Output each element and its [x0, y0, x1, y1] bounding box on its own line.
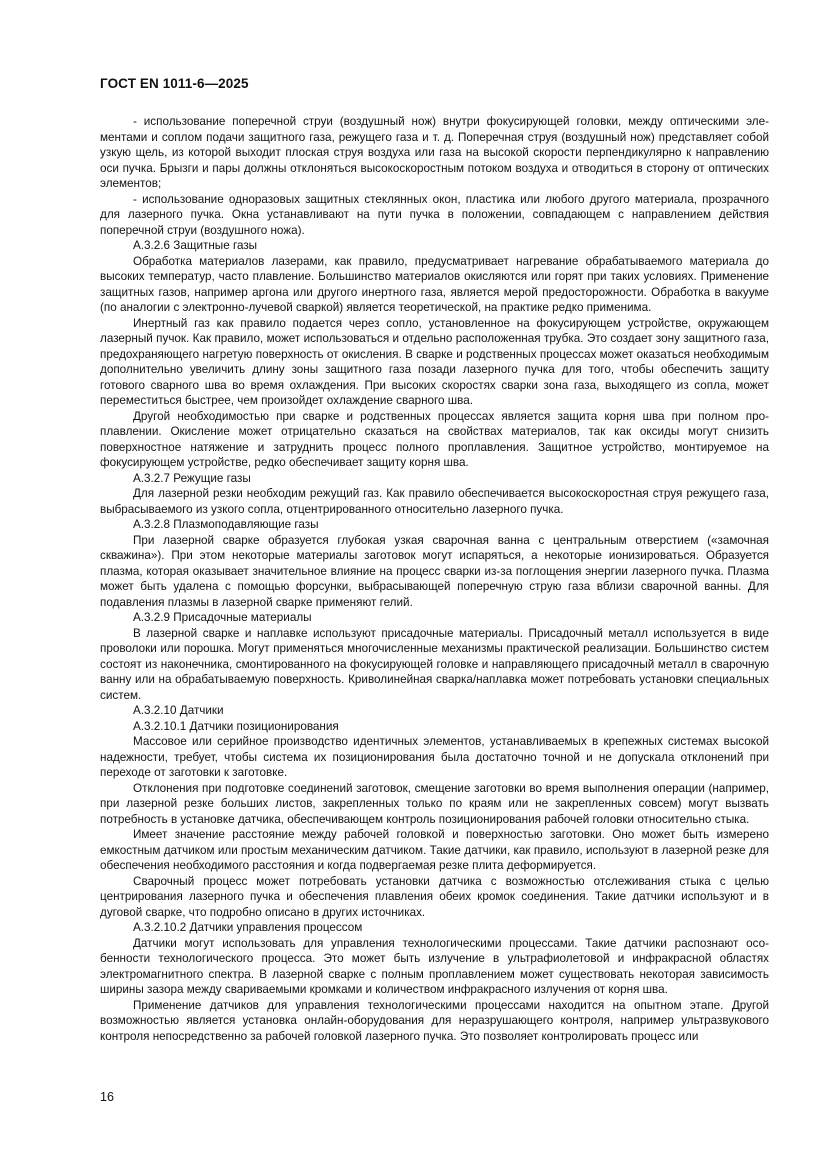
- section-heading: A.3.2.10 Датчики: [133, 704, 224, 717]
- section-heading: A.3.2.8 Плазмоподавляющие газы: [133, 518, 319, 531]
- body-paragraph: При лазерной сварке образуется глубокая узкая сварочная ванна с центральным отверстием («замочная скважина»). При этом некоторые материалы заготовок могут испаряться, а некоторые ионизироваться. Образуется плазма, которая оказывает значительное влияние на процесс сварки из-за поглощения энергии лазерного пучка. Плазма может быть удалена с помощью форсунки, выбрасывающей поперечную струю газа вблизи сварочной ванны. Для подавления плазмы в лазерной сварке применяют гелий.: [100, 533, 769, 609]
- body-paragraph: Инертный газ как правило подается через сопло, установленное на фокусирующем устройстве, окружающем лазерный пучок. Как правило, может использоваться и отдельно расположенная трубка. Это создает зону защитного газа, предохраняющего нагретую поверхность от окисления. В сварке и родственных процессах может оказаться необходимым дополнительно увеличить длину зоны защитного газа позади лазерного пучка для того, чтобы обеспечить защиту готового сварного шва во время охлаждения. При высоких скоростях сварки зона газа, выходящего из сопла, может переместиться быстрее, чем произойдет охлаждение сварного шва.: [100, 316, 769, 407]
- body-paragraph: Другой необходимостью при сварке и родственных процессах является защита корня шва при полном проплавлении. Окисление может отрицательно сказаться на свойствах материалов, так как оксиды могут снизить поверхностное натяжение и затруднить процесс полного проплавления. Защитное устройство, монтируемое на фокусирующем устройстве, редко обеспечивает защиту корня шва.: [100, 409, 769, 469]
- standard-header: ГОСТ EN 1011-6—2025: [100, 76, 249, 91]
- document-body: [100, 114, 769, 1044]
- body-paragraph: Сварочный процесс может потребовать установки датчика с возможностью отслеживания стыка с целью центрирования лазерного пучка и обеспечения плавления обеих кромок соединения. Такие датчики используют и в дуговой сварке, что подробно описано в других источниках.: [100, 874, 769, 919]
- body-paragraph: Для лазерной резки необходим режущий газ. Как правило обеспечивается высокоскоростная струя режущего газа, выбрасываемого из узкого сопла, отцентрированного относительно лазерного пучка.: [100, 487, 769, 516]
- section-heading: A.3.2.9 Присадочные материалы: [133, 611, 312, 624]
- page-number: 16: [100, 1090, 114, 1104]
- body-paragraph: Обработка материалов лазерами, как правило, предусматривает нагревание обрабатываемого материала до высоких температур, часто плавление. Большинство материалов окисляются или горят при таких условиях. Применение защитных газов, например аргона или другого инертного газа, является мерой предосторожности. Обработка в вакууме (по аналогии с электронно-лучевой сваркой) является теоретической, на практике редко применима.: [100, 254, 769, 314]
- body-paragraph: - использование одноразовых защитных стеклянных окон, пластика или любого другого материала, прозрачного для лазерного пучка. Окна устанавливают на пути пучка в положении, совпадающем с направлением действия поперечной струи (воздушного ножа).: [100, 192, 769, 237]
- body-paragraph: Отклонения при подготовке соединений заготовок, смещение заготовки во время выполнения операции (например, при лазерной резке больших листов, закрепленных только по краям или не закрепленных совсем) могут вызвать потребность в установке датчика, обеспечивающем контроль позиционирования рабочей головки относительно стыка.: [100, 781, 769, 826]
- section-heading: A.3.2.10.1 Датчики позиционирования: [133, 719, 339, 733]
- body-paragraph: Имеет значение расстояние между рабочей головкой и поверхностью заготовки. Оно может быть измерено емкостным датчиком или простым механическим датчиком. Такие датчики, как правило, используют в лазерной резке для обеспечения необходимого расстояния и когда подвергаемая резке плита деформируется.: [100, 828, 769, 872]
- body-paragraph: Применение датчиков для управления технологическими процессами находится на опытном этапе. Другой возможностью является установка онлайн-оборудования для неразрушающего контроля, например ультразвукового контроля непосредственно за рабочей головкой лазерного пучка. Это позволяет контролировать процесс или: [100, 998, 769, 1043]
- section-heading: A.3.2.10.2 Датчики управления процессом: [133, 921, 363, 934]
- body-paragraph: - использование поперечной струи (воздушный нож) внутри фокусирующей головки, между оптическими элементами и соплом подачи защитного газа, режущего газа и т. д. Поперечная струя (воздушный нож) представляет собой узкую щель, из которой выходит плоская струя воздуха или газа на высокой скорости перпендикулярно к направлению оси пучка. Брызги и пары должны отклоняться высокоскоростным потоком воздуха и отводиться в сторону от оптических элементов;: [100, 115, 769, 190]
- body-paragraph: В лазерной сварке и наплавке используют присадочные материалы. Присадочный металл используется в виде проволоки или порошка. Могут применяться многочисленные механизмы практической реализации. Большинство систем состоят из наконечника, смонтированного на фокусирующей головке и направляющего присадочный металл в сварочную ванну или на обрабатываемую поверхность. Криволинейная сварка/наплавка может потребовать установки специальных систем.: [100, 626, 769, 702]
- body-paragraph: Массовое или серийное производство идентичных элементов, устанавливаемых в крепежных системах высокой надежности, требует, чтобы система их позиционирования была достаточно точной и не допускала отклонений при переходе от заготовки к заготовке.: [100, 735, 769, 779]
- section-heading: A.3.2.7 Режущие газы: [133, 471, 251, 485]
- section-heading: A.3.2.6 Защитные газы: [133, 239, 258, 252]
- body-paragraph: Датчики могут использовать для управления технологическими процессами. Такие датчики распознают особенности технологического процесса. Это может быть излучение в ультрафиолетовой и инфракрасной областях электромагнитного спектра. В лазерной сварке с полным проплавлением может существовать некоторая зависимость ширины зазора между свариваемыми кромками и количеством инфракрасного излучения от корня шва.: [100, 936, 769, 996]
